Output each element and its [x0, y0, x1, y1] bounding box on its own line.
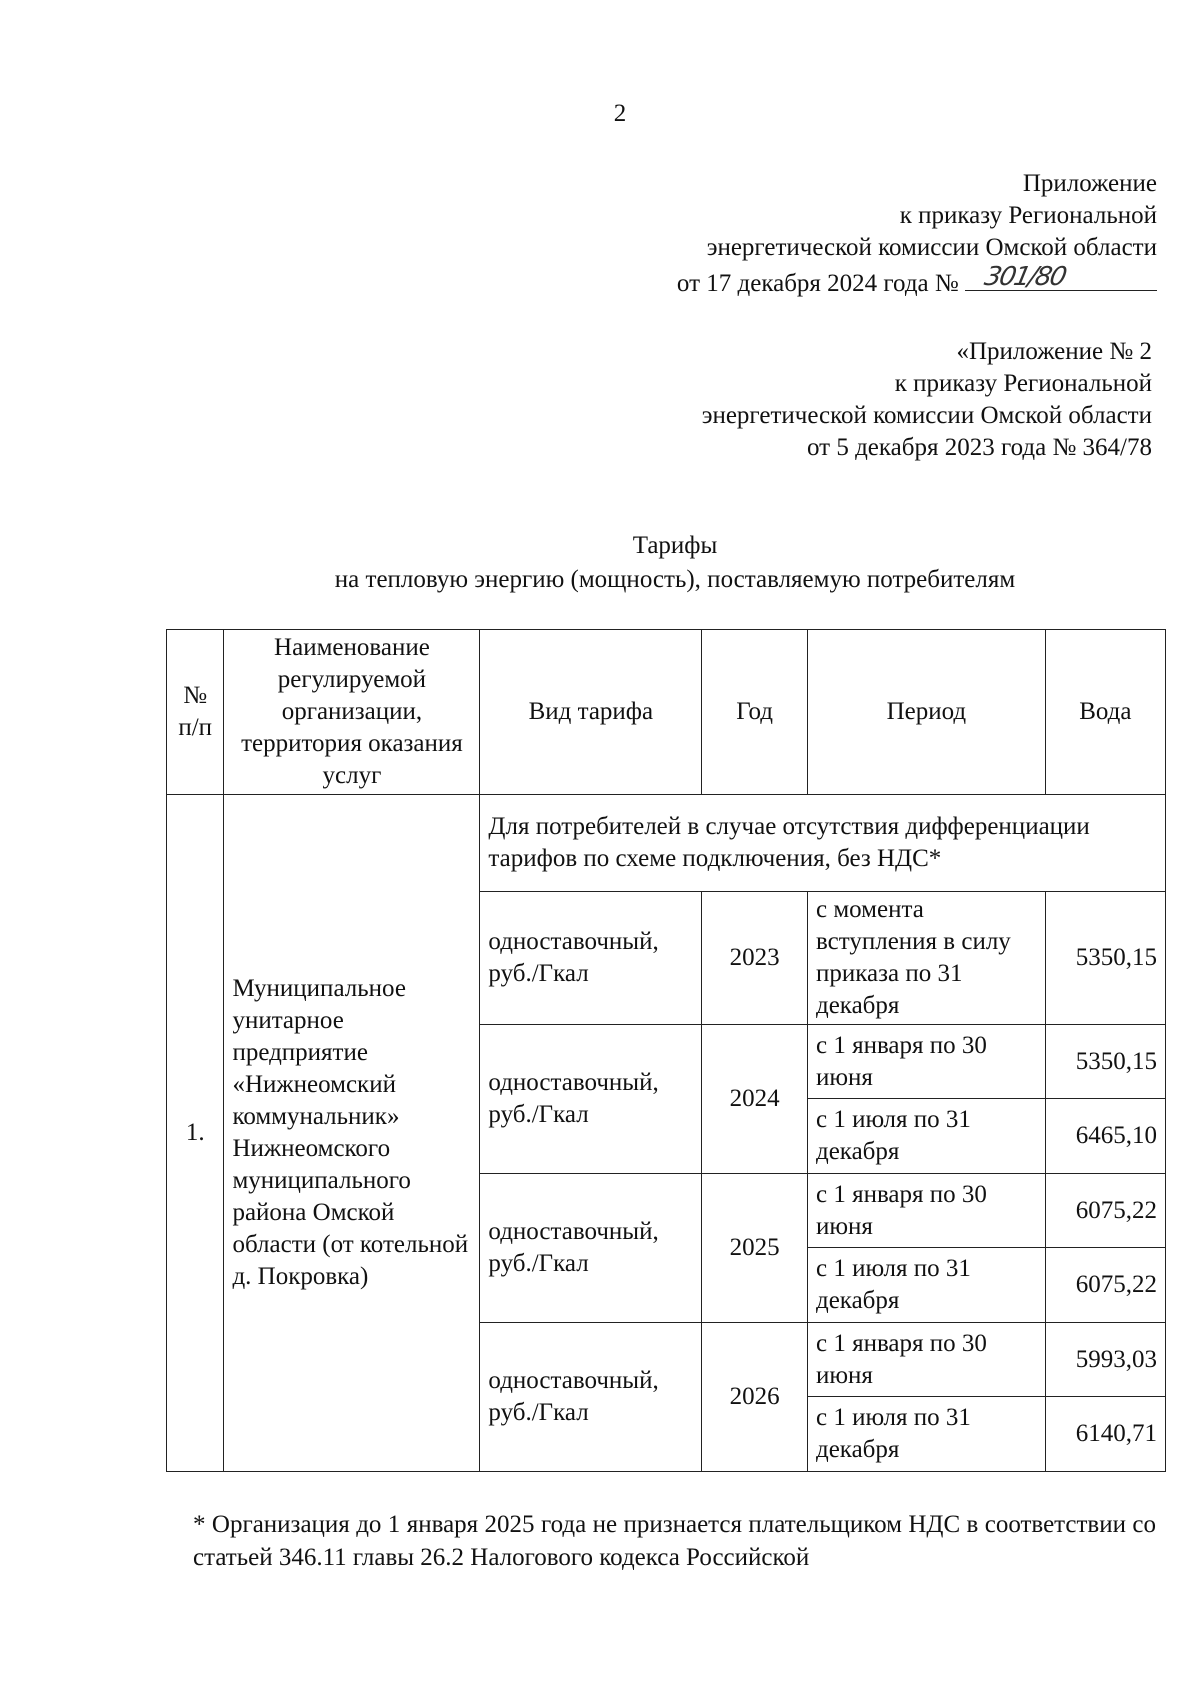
- water-value: 6075,22: [1045, 1174, 1165, 1248]
- order-number-field: [965, 264, 1157, 291]
- header-organization: Наименование регулируемой организации, территория оказания услуг: [224, 630, 480, 795]
- header-num: № п/п: [167, 630, 224, 795]
- year-cell: 2025: [702, 1174, 808, 1323]
- water-value: 5993,03: [1045, 1323, 1165, 1397]
- appendix-line: к приказу Региональной: [894, 370, 1152, 397]
- appendix-date: от 17 декабря 2024 года №: [676, 270, 959, 297]
- water-value: 5350,15: [1045, 1025, 1165, 1099]
- appendix-line: к приказу Региональной: [899, 202, 1157, 229]
- tariff-type: одноставочный, руб./Гкал: [480, 1174, 702, 1323]
- water-value: 6140,71: [1045, 1397, 1165, 1472]
- period-cell: с 1 июля по 31 декабря: [807, 1248, 1045, 1323]
- group-label: Для потребителей в случае отсутствия дифференциации тарифов по схеме подключения, без НДС*: [480, 795, 1166, 892]
- water-value: 6075,22: [1045, 1248, 1165, 1323]
- original-appendix-header: [702, 336, 1152, 464]
- appendix-header: [677, 168, 1157, 300]
- tariff-type: одноставочный, руб./Гкал: [480, 892, 702, 1025]
- year-cell: 2023: [702, 892, 808, 1025]
- row-number: 1.: [167, 795, 224, 1472]
- header-tariff-type: Вид тарифа: [480, 630, 702, 795]
- appendix-line: энергетической комиссии Омской области: [706, 234, 1157, 261]
- appendix-line: Приложение: [1022, 170, 1157, 197]
- period-cell: с 1 января по 30 июня: [807, 1174, 1045, 1248]
- handwritten-order-number: 301/80: [981, 262, 1068, 292]
- table-row: [167, 795, 1166, 892]
- header-period: Период: [807, 630, 1045, 795]
- appendix-line: «Приложение № 2: [956, 338, 1152, 365]
- period-cell: с 1 января по 30 июня: [807, 1323, 1045, 1397]
- table-header-row: [167, 630, 1166, 795]
- period-cell: с момента вступления в силу приказа по 31 декабря: [807, 892, 1045, 1025]
- year-cell: 2024: [702, 1025, 808, 1174]
- footnote: * Организация до 1 января 2025 года не признается плательщиком НДС в соответствии со статьей 346.11 главы 26.2 Налогового кодекса Российской: [193, 1511, 1156, 1571]
- period-cell: с 1 июля по 31 декабря: [807, 1099, 1045, 1174]
- water-value: 5350,15: [1045, 892, 1165, 1025]
- appendix-date-line: [677, 264, 1157, 300]
- document-title: Тарифы: [632, 532, 718, 559]
- tariff-table: [166, 629, 1166, 1472]
- tariff-type: одноставочный, руб./Гкал: [480, 1025, 702, 1174]
- appendix-line: от 5 декабря 2023 года № 364/78: [806, 434, 1152, 461]
- header-year: Год: [702, 630, 808, 795]
- year-cell: 2026: [702, 1323, 808, 1472]
- water-value: 6465,10: [1045, 1099, 1165, 1174]
- tariff-type: одноставочный, руб./Гкал: [480, 1323, 702, 1472]
- document-subtitle: на тепловую энергию (мощность), поставляемую потребителям: [334, 566, 1016, 593]
- organization-name: Муниципальное унитарное предприятие «Нижнеомский коммунальник» Нижнеомского муниципального района Омской области (от котельной д. Покровка): [224, 795, 480, 1472]
- period-cell: с 1 января по 30 июня: [807, 1025, 1045, 1099]
- page-number: 2: [613, 100, 627, 127]
- header-water: Вода: [1045, 630, 1165, 795]
- period-cell: с 1 июля по 31 декабря: [807, 1397, 1045, 1472]
- appendix-line: энергетической комиссии Омской области: [701, 402, 1152, 429]
